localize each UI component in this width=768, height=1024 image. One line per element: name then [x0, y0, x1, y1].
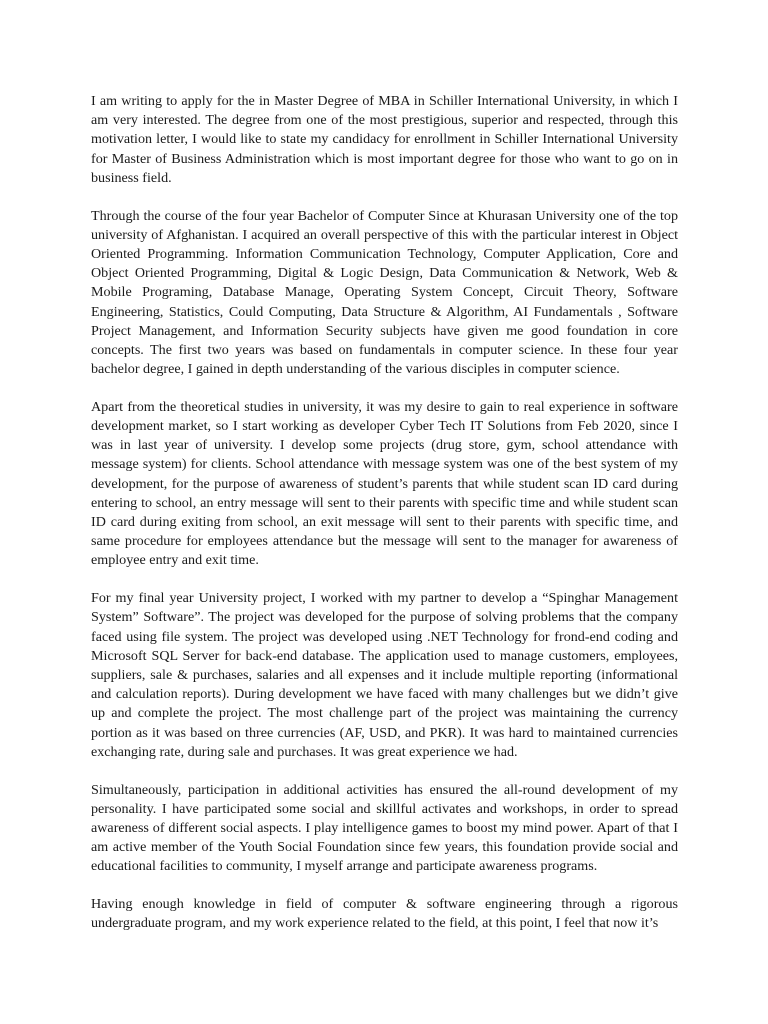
- paragraph-introduction: I am writing to apply for the in Master Degree of MBA in Schiller International University, in which I am very interested. The degree from one of the most prestigious, superior and respected, through this motivation letter, I would like to state my candidacy for enrollment in Schiller International University for Master of Business Administration which is most important degree for those who want to go on in business field.: [91, 93, 678, 186]
- paragraph-education: Through the course of the four year Bachelor of Computer Since at Khurasan University one of the top university of Afghanistan. I acquired an overall perspective of this with the particular interest in Object Oriented Programming. Information Communication Technology, Computer Application, Core and Object Oriented Programming, Digital & Logic Design, Data Communication & Network, Web & Mobile Programing, Database Manage, Operating System Concept, Circuit Theory, Software Engineering, Statistics, Could Computing, Data Structure & Algorithm, AI Fundamentals , Software Project Management, and Information Security subjects have given me good foundation in core concepts. The first two years was based on fundamentals in computer science. In these four year bachelor degree, I gained in depth understanding of the various disciples in computer science.: [91, 207, 678, 378]
- paragraph-conclusion: Having enough knowledge in field of computer & software engineering through a rigorous undergraduate program, and my work experience related to the field, at this point, I feel that now it’s: [91, 896, 678, 932]
- paragraph-final-project: For my final year University project, I worked with my partner to develop a “Spinghar Management System” Software”. The project was developed for the purpose of solving problems that the company faced using file system. The project was developed using .NET Technology for frond-end coding and Microsoft SQL Server for back-end database. The application used to manage customers, employees, suppliers, sale & purchases, salaries and all expenses and it include multiple reporting (informational and calculation reports). During development we have faced with many challenges but we didn’t give up and complete the project. The most challenge part of the project was maintaining the currency portion as it was based on three currencies (AF, USD, and PKR). It was hard to maintained currencies exchanging rate, during sale and purchases. It was great experience we had.: [91, 590, 678, 760]
- paragraph-work-experience: Apart from the theoretical studies in university, it was my desire to gain to real experience in software development market, so I start working as developer Cyber Tech IT Solutions from Feb 2020, since I was in last year of university. I develop some projects (drug store, gym, school attendance with message system) for clients. School attendance with message system was one of the best system of my development, for the purpose of awareness of student’s parents that while student scan ID card during entering to school, an entry message will sent to their parents with specific time and while student scan ID card during exiting from school, an exit message will sent to their parents with specific time, and same procedure for employees attendance but the message will sent to the manager for awareness of employee entry and exit time.: [91, 398, 678, 569]
- paragraph-activities: Simultaneously, participation in additional activities has ensured the all-round development of my personality. I have participated some social and skillful activates and workshops, in order to spread awareness of different social aspects. I play intelligence games to boost my mind power. Apart of that I am active member of the Youth Social Foundation since few years, this foundation provide social and educational facilities to community, I myself arrange and participate awareness programs.: [91, 781, 678, 875]
